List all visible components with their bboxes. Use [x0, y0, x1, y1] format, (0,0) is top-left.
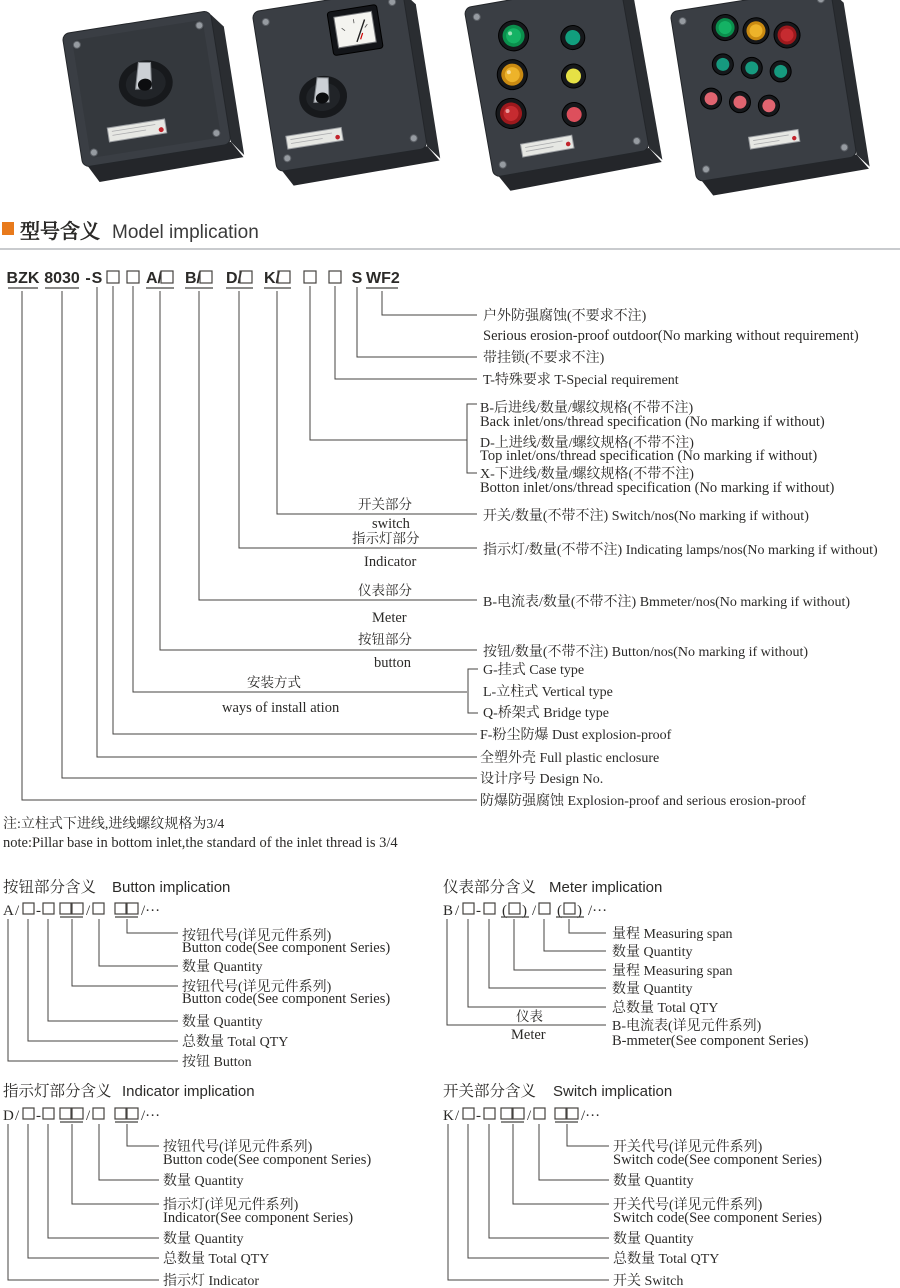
button-row6: 按钮 Button	[182, 1055, 252, 1070]
code-paren-close: )	[522, 903, 527, 919]
code-blank-box	[463, 903, 474, 914]
screw	[90, 148, 98, 156]
switch-section-title-en: Switch implication	[553, 1083, 673, 1100]
code-slash: /	[532, 903, 537, 919]
button-code-letter: A	[3, 903, 14, 919]
model-segment-s2: S	[351, 270, 363, 287]
screw	[212, 129, 220, 137]
indicator-code-letter: D	[3, 1108, 14, 1124]
button-implication-section	[3, 878, 390, 1070]
button-row4: 数量 Quantity	[182, 1015, 263, 1030]
meter-row3: 量程 Measuring span	[612, 964, 733, 979]
model-code-line	[7, 270, 400, 288]
meter-row1: 量程 Measuring span	[612, 927, 733, 942]
button-row1-en: Button code(See component Series)	[182, 940, 391, 956]
code-slash: /	[527, 1108, 532, 1124]
button-section-title-zh: 按钮部分含义	[3, 879, 97, 896]
switch-code-letter: K	[443, 1108, 454, 1124]
code-blank-box	[72, 1108, 83, 1119]
screw	[73, 41, 81, 49]
code-blank-box	[567, 1108, 578, 1119]
model-segment-b: B/	[185, 270, 201, 287]
panel-meter-face	[334, 11, 376, 48]
label-switch-part-en: switch	[372, 516, 410, 532]
code-blank-box	[539, 903, 550, 914]
code-blank-box	[509, 903, 520, 914]
model-blank-box	[107, 271, 119, 283]
code-slash: /	[15, 1108, 20, 1124]
model-segment-bzk: BZK	[6, 270, 40, 287]
code-slash: /	[86, 903, 91, 919]
section-bullet-icon	[2, 222, 14, 235]
switch-row3-zh: 开关代号(详见元件系列)	[613, 1198, 763, 1213]
code-tail: /···	[588, 903, 608, 919]
label-switch-part-zh: 开关部分	[358, 497, 412, 512]
label-install-en: ways of install ation	[222, 700, 340, 716]
switch-row1-zh: 开关代号(详见元件系列)	[613, 1140, 763, 1155]
desc-back-inlet-en: Back inlet/ons/thread specification (No marking if without)	[480, 414, 825, 430]
desc-button: 按钮/数量(不带不注) Button/nos(No marking if without)	[483, 645, 809, 660]
switch-row4: 数量 Quantity	[613, 1232, 694, 1247]
indicator-section-title-zh: 指示灯部分含义	[3, 1083, 112, 1100]
indicator-row4: 数量 Quantity	[163, 1232, 244, 1247]
switch-row5: 总数量 Total QTY	[613, 1252, 720, 1267]
desc-design: 设计序号 Design No.	[480, 772, 604, 787]
indicator-implication-section	[3, 1082, 371, 1288]
model-blank-box	[304, 271, 316, 283]
button-row3-en: Button code(See component Series)	[182, 991, 391, 1007]
model-segment-s1: S	[91, 270, 103, 287]
model-segment-wf2: WF2	[366, 270, 400, 287]
section-title-en: Model implication	[112, 222, 259, 243]
code-blank-box	[60, 1108, 71, 1119]
screw	[195, 21, 203, 29]
switch-row6: 开关 Switch	[613, 1274, 684, 1288]
desc-install-bridge: Q-桥架式 Bridge type	[483, 706, 609, 721]
screw	[702, 165, 710, 173]
desc-special: T-特殊要求 T-Special requirement	[483, 373, 679, 388]
code-blank-box	[93, 1108, 104, 1119]
code-blank-box	[60, 903, 71, 914]
desc-padlock-zh: 带挂锁(不要求不注)	[483, 351, 605, 366]
desc-install-case: G-挂式 Case type	[483, 663, 585, 678]
model-segment-a: A/	[146, 270, 162, 287]
indicator-row2: 数量 Quantity	[163, 1174, 244, 1189]
label-button-part-zh: 按钮部分	[358, 632, 412, 647]
code-blank-box	[23, 1108, 34, 1119]
code-tail: /···	[141, 1108, 161, 1124]
note-en: note:Pillar base in bottom inlet,the standard of the inlet thread is 3/4	[3, 835, 398, 851]
model-blank-box	[200, 271, 212, 283]
code-slash: /	[455, 903, 460, 919]
indicator-connector-lines	[8, 1124, 159, 1280]
code-slash: /	[15, 903, 20, 919]
code-blank-box	[463, 1108, 474, 1119]
code-dash: -	[36, 1108, 41, 1124]
button-connector-lines	[8, 919, 178, 1061]
desc-bottom-inlet-en: Botton inlet/ons/thread specification (No marking if without)	[480, 480, 835, 496]
switch-row3-en: Switch code(See component Series)	[613, 1210, 822, 1226]
label-indicator-part-en: Indicator	[364, 554, 417, 570]
label-meter-part-zh: 仪表部分	[358, 583, 412, 598]
label-indicator-part-zh: 指示灯部分	[352, 531, 420, 546]
meter-row6-zh: B-电流表(详见元件系列)	[612, 1019, 762, 1034]
code-blank-box	[484, 903, 495, 914]
button-section-title-en: Button implication	[112, 879, 231, 896]
switch-implication-section	[443, 1082, 822, 1288]
code-dash: -	[476, 903, 481, 919]
switch-section-title-zh: 开关部分含义	[443, 1083, 537, 1100]
code-blank-box	[501, 1108, 512, 1119]
screw	[840, 143, 848, 151]
code-blank-box	[23, 903, 34, 914]
code-blank-box	[93, 903, 104, 914]
switch-row2: 数量 Quantity	[613, 1174, 694, 1189]
indicator-row6: 指示灯 Indicator	[163, 1274, 260, 1288]
code-blank-box	[43, 1108, 54, 1119]
meter-row6-en: B-mmeter(See component Series)	[612, 1033, 809, 1049]
meter-section-title-zh: 仪表部分含义	[443, 879, 537, 896]
product-photo-lamps-button-rows-box	[670, 0, 870, 198]
indicator-row1-zh: 按钮代号(详见元件系列)	[163, 1140, 313, 1155]
model-blank-box	[161, 271, 173, 283]
button-row1-zh: 按钮代号(详见元件系列)	[182, 929, 332, 944]
model-segment-8030: 8030	[44, 270, 80, 287]
code-slash: /	[455, 1108, 460, 1124]
code-blank-box	[484, 1108, 495, 1119]
indicator-row3-en: Indicator(See component Series)	[163, 1210, 354, 1226]
screw	[410, 134, 418, 142]
model-segment-k: K/	[264, 270, 280, 287]
code-blank-box	[534, 1108, 545, 1119]
code-blank-box	[564, 903, 575, 914]
code-blank-box	[513, 1108, 524, 1119]
indicator-section-title-en: Indicator implication	[122, 1083, 255, 1100]
model-segment-dash: -	[85, 270, 91, 287]
group-brackets	[467, 404, 478, 713]
desc-install-vertical: L-立柱式 Vertical type	[483, 685, 613, 700]
button-row5: 总数量 Total QTY	[182, 1035, 289, 1050]
code-paren-open: (	[557, 903, 562, 919]
code-slash: /	[86, 1108, 91, 1124]
section-title-zh: 型号含义	[20, 221, 100, 243]
label-button-part-en: button	[374, 655, 412, 671]
model-blank-box	[329, 271, 341, 283]
code-tail: /···	[581, 1108, 601, 1124]
model-segment-d: D/	[226, 270, 242, 287]
desc-dust: F-粉尘防爆 Dust explosion-proof	[480, 728, 672, 743]
button-row2: 数量 Quantity	[182, 960, 263, 975]
meter-row6-label-zh: 仪表	[516, 1009, 543, 1024]
code-paren-open: (	[502, 903, 507, 919]
code-dash: -	[36, 903, 41, 919]
meter-code-letter: B	[443, 903, 454, 919]
code-blank-box	[555, 1108, 566, 1119]
code-paren-close: )	[577, 903, 582, 919]
button-row3-zh: 按钮代号(详见元件系列)	[182, 980, 332, 995]
desc-switch: 开关/数量(不带不注) Switch/nos(No marking if without)	[483, 509, 809, 524]
code-dash: -	[476, 1108, 481, 1124]
product-photo-rotary-switch-box	[62, 9, 245, 184]
switch-row1-en: Switch code(See component Series)	[613, 1152, 822, 1168]
code-tail: /···	[141, 903, 161, 919]
model-blank-box	[127, 271, 139, 283]
code-blank-box	[115, 1108, 126, 1119]
note-zh: 注:立柱式下进线,进线螺纹规格为3/4	[3, 817, 225, 832]
desc-plastic: 全塑外壳 Full plastic enclosure	[480, 751, 660, 766]
desc-back-inlet-zh: B-后进线/数量/螺纹规格(不带不注)	[480, 401, 694, 416]
switch-connector-lines	[448, 1124, 609, 1280]
desc-top-inlet-zh: D-上进线/数量/螺纹规格(不带不注)	[480, 436, 694, 451]
code-blank-box	[127, 903, 138, 914]
desc-bottom-inlet-zh: X-下进线/数量/螺纹规格(不带不注)	[480, 467, 694, 482]
desc-meter: B-电流表/数量(不带不注) Bmmeter/nos(No marking if without)	[483, 595, 851, 610]
screw	[283, 154, 291, 162]
meter-row2: 数量 Quantity	[612, 945, 693, 960]
meter-row5: 总数量 Total QTY	[612, 1001, 719, 1016]
meter-row6-label-en: Meter	[511, 1027, 546, 1043]
meter-section-title-en: Meter implication	[549, 879, 663, 896]
code-blank-box	[115, 903, 126, 914]
meter-implication-section	[443, 877, 809, 1049]
desc-top-inlet-en: Top inlet/ons/thread specification (No marking if without)	[480, 448, 818, 464]
screw	[262, 18, 270, 26]
indicator-row3-zh: 指示灯(详见元件系列)	[163, 1198, 299, 1213]
desc-outdoor-zh: 户外防强腐蚀(不要求不注)	[483, 309, 647, 324]
product-photo-meter-switch-box	[252, 0, 441, 188]
code-blank-box	[127, 1108, 138, 1119]
code-blank-box	[72, 903, 83, 914]
desc-outdoor-en: Serious erosion-proof outdoor(No marking without requirement)	[483, 328, 859, 344]
desc-explosion: 防爆防强腐蚀 Explosion-proof and serious erosion-proof	[480, 794, 806, 809]
product-photo-lamps-buttons-box	[464, 0, 663, 193]
label-install-zh: 安装方式	[247, 675, 301, 690]
indicator-row5: 总数量 Total QTY	[163, 1252, 270, 1267]
label-meter-part-en: Meter	[372, 610, 407, 626]
desc-indicator: 指示灯/数量(不带不注) Indicating lamps/nos(No marking if without)	[483, 543, 878, 558]
screw	[679, 17, 687, 25]
code-blank-box	[43, 903, 54, 914]
indicator-row1-en: Button code(See component Series)	[163, 1152, 372, 1168]
meter-row4: 数量 Quantity	[612, 982, 693, 997]
